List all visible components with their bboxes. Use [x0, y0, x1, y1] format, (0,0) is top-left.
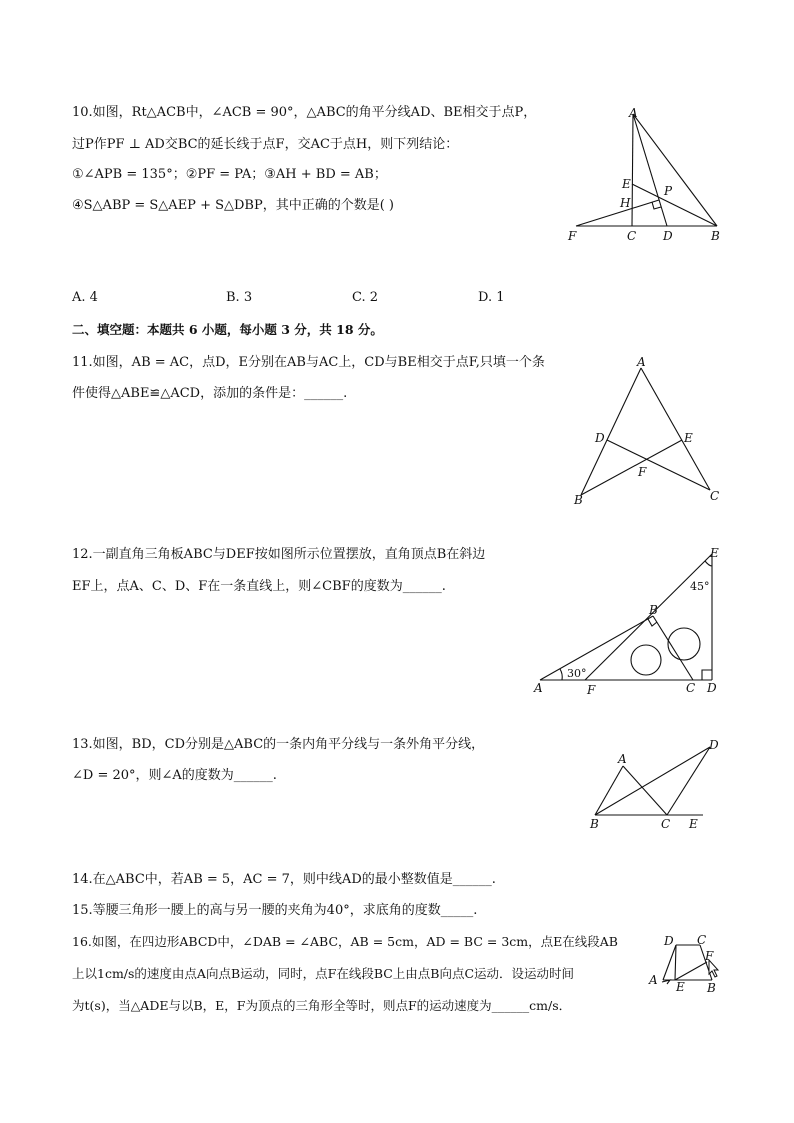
q10-label-H: H [620, 196, 631, 210]
q16-seg-DE [675, 945, 676, 980]
q10-label-C: C [627, 229, 637, 243]
q10-label-E: E [622, 177, 631, 191]
q12-label-F: F [587, 683, 596, 697]
q10-line4: ④S△ABP = S△AEP + S△DBP，其中正确的个数是( ) [72, 198, 394, 213]
q12-label-C: C [686, 681, 696, 695]
q16-seg-EF [675, 962, 707, 980]
q12-seg-EF [585, 554, 712, 680]
q10-label-P: P [664, 184, 673, 198]
q13-label-E: E [689, 817, 698, 831]
q13-line2: ∠D = 20°，则∠A的度数为______. [72, 768, 277, 783]
q10-option-b: B. 3 [226, 290, 253, 305]
q10-label-D: D [663, 229, 673, 243]
q16-label-C: C [697, 933, 707, 947]
q16-seg-AD [663, 945, 676, 980]
q15-text: 15.等腰三角形一腰上的高与另一腰的夹角为40°，求底角的度数_____. [72, 903, 478, 918]
q10-line2: 过P作PF ⊥ AD交BC的延长线于点F，交AC于点H，则下列结论： [72, 137, 459, 152]
q11-label-B: B [574, 493, 583, 507]
q16-label-E: E [676, 980, 685, 994]
q12-label-45: 45° [690, 580, 710, 593]
q10-label-F: F [568, 229, 577, 243]
q10-label-B: B [711, 229, 720, 243]
q10-option-c: C. 2 [352, 290, 379, 305]
q16-line2: 上以1cm/s的速度由点A向点B运动，同时，点F在线段BC上由点B向点C运动．设运动时间 [72, 966, 575, 981]
q12-right-angle-D [702, 670, 712, 680]
q10-seg-FP [576, 200, 659, 226]
q11-label-A: A [637, 355, 646, 369]
q13-label-A: A [618, 752, 627, 766]
q16-arrow-E [662, 980, 670, 984]
q11-label-E: E [684, 431, 693, 445]
q11-seg-AB [581, 368, 641, 495]
q13-seg-AC [623, 766, 667, 815]
q12-label-B: B [649, 603, 658, 617]
q13-line1: 13.如图，BD，CD分别是△ABC的一条内角平分线与一条外角平分线， [72, 737, 485, 752]
q10-label-A: A [629, 106, 638, 120]
q10-figure [560, 104, 740, 249]
q12-line1: 12.一副直角三角板ABC与DEF按如图所示位置摆放，直角顶点B在斜边 [72, 547, 486, 562]
q10-seg-AB [633, 114, 717, 226]
q11-line2: 件使得△ABE≌△ACD，添加的条件是：______. [72, 386, 348, 401]
q14-text: 14.在△ABC中，若AB = 5，AC = 7，则中线AD的最小整数值是______. [72, 872, 496, 887]
q16-label-D: D [664, 934, 674, 948]
q13-label-D: D [709, 738, 719, 752]
q11-seg-CD [607, 440, 710, 490]
q12-figure [530, 544, 730, 699]
q12-arc-30 [560, 669, 562, 680]
q10-seg-AC [632, 114, 633, 226]
q16-figure [645, 932, 730, 997]
q16-label-A: A [649, 973, 658, 987]
q12-seg-BC [653, 616, 693, 680]
q11-label-F: F [638, 465, 647, 479]
q16-line3: 为t(s)，当△ADE与以B，E，F为顶点的三角形全等时，则点F的运动速度为______cm/s． [72, 998, 572, 1013]
q16-line1: 16.如图，在四边形ABCD中，∠DAB = ∠ABC，AB = 5cm，AD = BC = 3cm，点E在线段AB [72, 934, 618, 949]
q11-seg-AC [641, 368, 710, 490]
q12-label-A: A [534, 681, 543, 695]
q13-seg-AB [595, 766, 623, 815]
q12-label-30: 30° [567, 667, 587, 680]
q11-seg-BE [581, 440, 682, 495]
q10-option-a: A. 4 [72, 290, 98, 305]
q10-line1: 10.如图，Rt△ACB中，∠ACB = 90°，△ABC的角平分线AD、BE相交于点P， [72, 105, 537, 120]
q12-hole-right [668, 628, 700, 660]
q12-label-E: E [710, 546, 719, 560]
q10-line3: ①∠APB = 135°；②PF = PA；③AH + BD = AB； [72, 167, 387, 182]
q12-hole-left [631, 645, 661, 675]
q16-label-B: B [707, 981, 716, 995]
q13-label-B: B [590, 817, 599, 831]
q12-seg-AB [540, 616, 653, 680]
q13-seg-BD [595, 747, 710, 815]
q16-label-F: F [705, 949, 714, 963]
q13-figure [583, 736, 728, 836]
q13-seg-CD [667, 747, 710, 815]
q12-label-D: D [707, 681, 717, 695]
q11-label-D: D [595, 431, 605, 445]
q10-seg-AD [633, 114, 667, 226]
q11-line1: 11.如图，AB = AC，点D，E分别在AB与AC上，CD与BE相交于点F,只填一个条 [72, 355, 545, 370]
q13-label-C: C [661, 817, 671, 831]
q11-label-C: C [710, 489, 720, 503]
q12-line2: EF上，点A、C、D、F在一条直线上，则∠CBF的度数为______. [72, 579, 446, 594]
q11-figure [565, 352, 730, 512]
q12-arc-45 [705, 561, 712, 566]
section-heading: 二、填空题：本题共 6 小题，每小题 3 分，共 18 分。 [72, 322, 383, 337]
q10-option-d: D. 1 [478, 290, 505, 305]
